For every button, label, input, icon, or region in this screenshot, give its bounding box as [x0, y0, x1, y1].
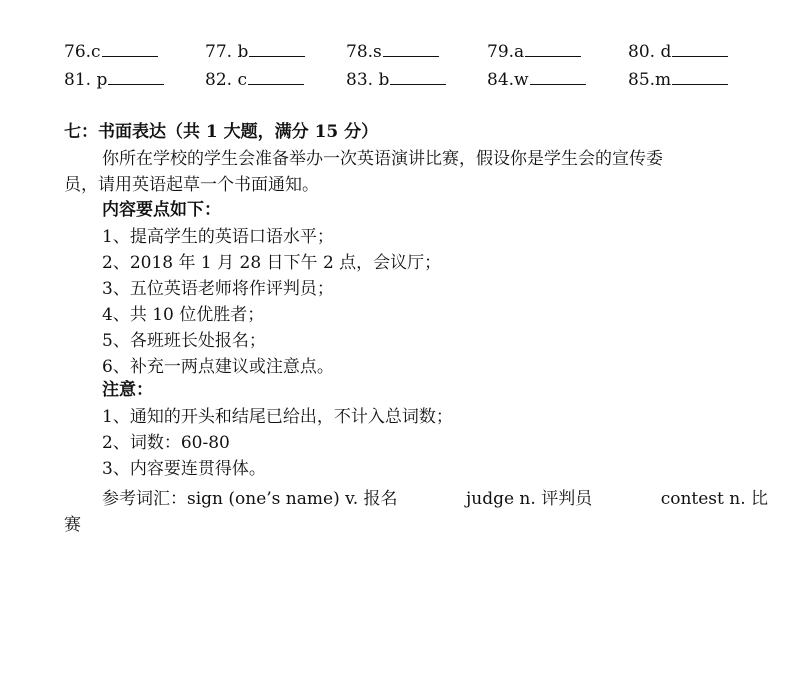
list-item: 2、词数：60-80: [102, 433, 230, 453]
vocab-judge: judge n. 评判员: [465, 489, 593, 509]
content-points: [102, 224, 441, 380]
answer-blank: 83. b: [346, 68, 487, 91]
reference-vocabulary: [64, 486, 768, 538]
blank-line: [525, 40, 581, 57]
answer-blank: 76.c: [64, 40, 205, 63]
blank-line: [672, 68, 728, 85]
blank-line: [102, 40, 158, 57]
blank-line: [248, 68, 304, 85]
answer-blank: 81. p: [64, 68, 205, 91]
list-item: 5、各班班长处报名；: [102, 331, 266, 351]
answer-blank: 82. c: [205, 68, 346, 91]
blank-line: [249, 40, 305, 57]
task-intro: [64, 146, 754, 198]
blank-line: [672, 40, 728, 57]
list-item: 1、通知的开头和结尾已给出，不计入总词数；: [102, 407, 453, 427]
section-title: 七：书面表达（共 1 大题，满分 15 分）: [64, 122, 379, 142]
list-item: 1、提高学生的英语口语水平；: [102, 227, 334, 247]
answer-blank: 84.w: [487, 68, 628, 91]
intro-line: 员，请用英语起草一个书面通知。: [64, 175, 319, 195]
answer-blanks-row-2: [64, 68, 769, 91]
vocab-contest: contest n. 比: [660, 489, 768, 509]
answer-blank: 79.a: [487, 40, 628, 63]
answer-blanks-row-1: [64, 40, 769, 63]
vocab-wrap: 赛: [64, 515, 81, 535]
points-heading: 内容要点如下：: [102, 200, 221, 220]
blank-line: [108, 68, 164, 85]
list-item: 2、2018 年 1 月 28 日下午 2 点，会议厅；: [102, 253, 442, 273]
list-item: 3、五位英语老师将作评判员；: [102, 279, 334, 299]
answer-blank: 77. b: [205, 40, 346, 63]
answer-blank: 80. d: [628, 40, 769, 63]
notes-list: [102, 404, 453, 482]
answer-blank: 85.m: [628, 68, 769, 91]
blank-line: [383, 40, 439, 57]
vocab-sign: 参考词汇：sign (one’s name) v. 报名: [102, 489, 398, 509]
blank-line: [390, 68, 446, 85]
intro-line: 你所在学校的学生会准备举办一次英语演讲比赛，假设你是学生会的宣传委: [102, 149, 663, 169]
notes-heading: 注意：: [102, 380, 153, 400]
list-item: 6、补充一两点建议或注意点。: [102, 357, 334, 377]
answer-blank: 78.s: [346, 40, 487, 63]
blank-line: [530, 68, 586, 85]
list-item: 4、共 10 位优胜者；: [102, 305, 265, 325]
list-item: 3、内容要连贯得体。: [102, 459, 266, 479]
